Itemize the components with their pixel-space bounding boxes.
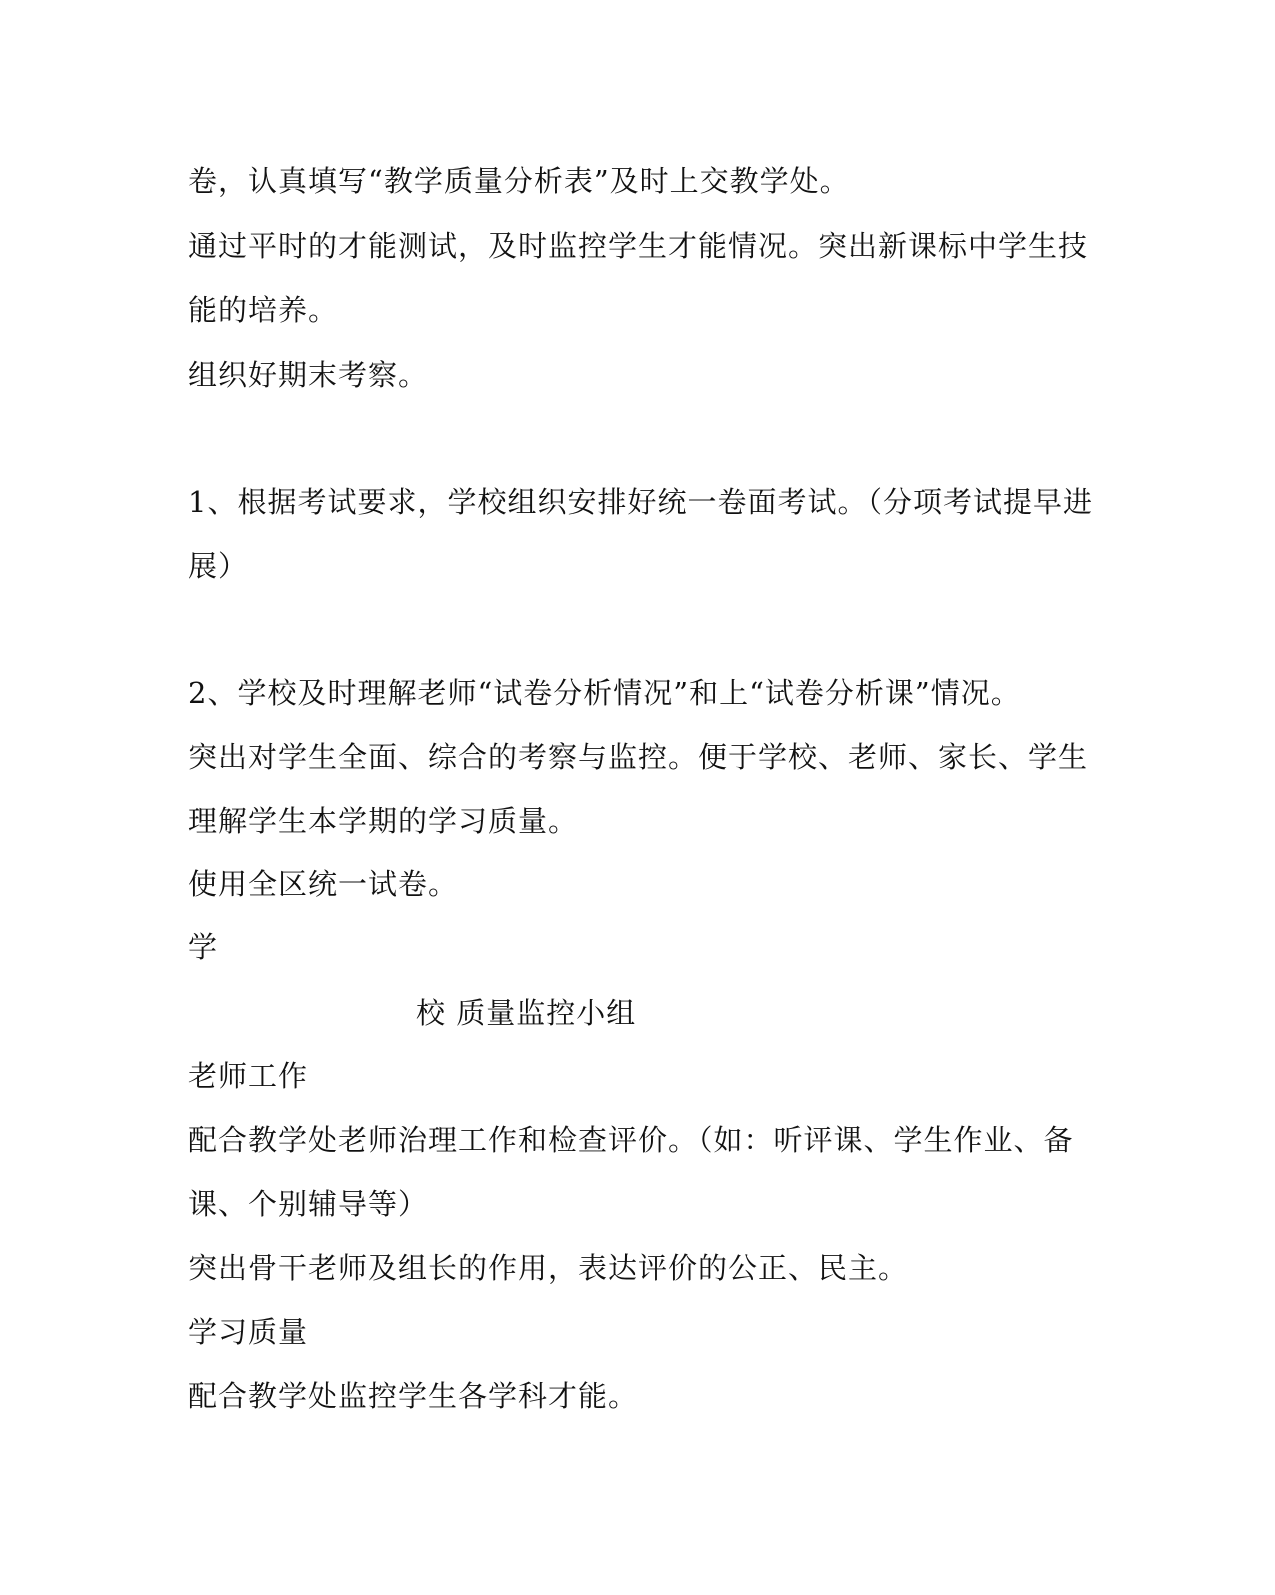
text-line: 1、根据考试要求，学校组织安排好统一卷面考试。（分项考试提早进	[188, 485, 1093, 519]
text-line: 2、学校及时理解老师“试卷分析情况”和上“试卷分析课”情况。	[188, 676, 1021, 710]
text-line: 能的培养。	[188, 293, 339, 327]
text-line: 突出骨干老师及组长的作用，表达评价的公正、民主。	[188, 1251, 909, 1285]
text-line: 配合教学处老师治理工作和检查评价。（如：听评课、学生作业、备	[188, 1123, 1074, 1157]
text-line: 课、个别辅导等）	[188, 1187, 429, 1221]
text-line: 学	[188, 930, 219, 964]
text-line: 展）	[188, 549, 249, 583]
text-line: 老师工作	[188, 1059, 309, 1093]
text-line: 学习质量	[188, 1315, 309, 1349]
text-line: 配合教学处监控学生各学科才能。	[188, 1379, 639, 1413]
text-line: 通过平时的才能测试，及时监控学生才能情况。突出新课标中学生技	[188, 229, 1089, 263]
text-line: 理解学生本学期的学习质量。	[188, 804, 579, 838]
text-line: 校 质量监控小组	[416, 996, 637, 1030]
text-line: 使用全区统一试卷。	[188, 867, 459, 901]
text-line: 突出对学生全面、综合的考察与监控。便于学校、老师、家长、学生	[188, 740, 1089, 774]
text-line: 组织好期末考察。	[188, 358, 429, 392]
text-line: 卷，认真填写“教学质量分析表”及时上交教学处。	[188, 164, 850, 198]
